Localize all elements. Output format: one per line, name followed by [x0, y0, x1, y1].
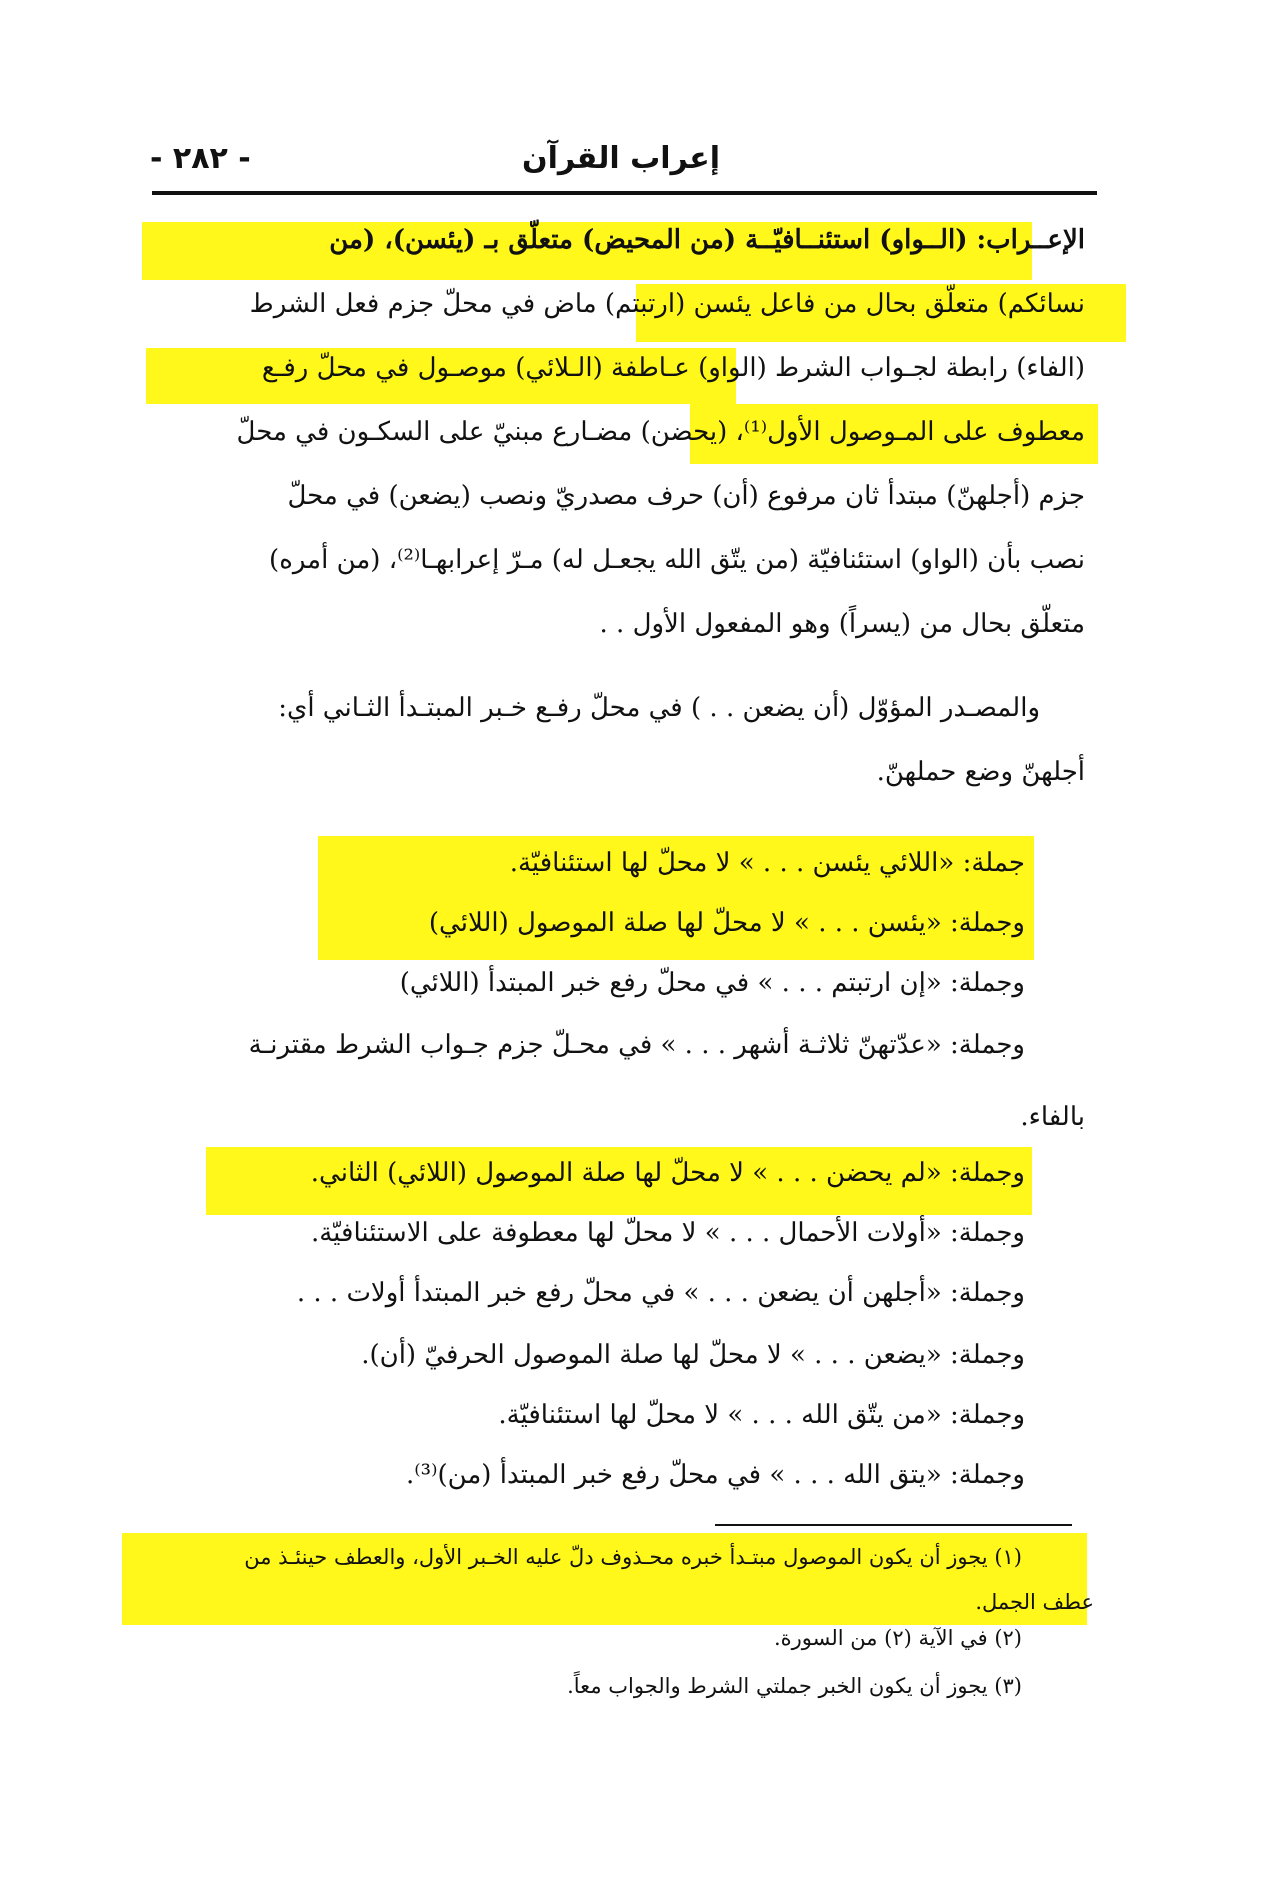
- footnote-rule: [715, 1524, 1072, 1526]
- footnote-2: (٢) في الآية (٢) من السورة.: [773, 1626, 1022, 1650]
- footnote-1: (١) يجوز أن يكون الموصول مبتـدأ خبره محـذوف دلّ عليه الخـبر الأول، والعطف حينئـذ من: [244, 1545, 1022, 1569]
- text-line: متعلّق بحال من (يسراً) وهو المفعول الأول . .: [599, 609, 1085, 639]
- page-number: - ٢٨٢ -: [150, 141, 251, 176]
- text-line: نصب بأن (الواو) استئنافيّة (من يتّق الله يجعـل له) مـرّ إعرابهـا⁽²⁾، (من أمره): [269, 545, 1085, 575]
- list-item: وجملة: «يضعن . . . » لا محلّ لها صلة الموصول الحرفيّ (أن).: [361, 1340, 1025, 1370]
- header-rule: [152, 191, 1097, 195]
- list-item: وجملة: «عدّتهنّ ثلاثـة أشهر . . . » في محـلّ جزم جـواب الشرط مقترنـة: [248, 1030, 1025, 1060]
- text-line: معطوف على المـوصول الأول⁽¹⁾، (يحضن) مضـارع مبنيّ على السكـون في محلّ: [236, 417, 1085, 447]
- text-line: نسائكم) متعلّق بحال من فاعل يئسن (ارتبتم) ماض في محلّ جزم فعل الشرط: [249, 289, 1085, 319]
- list-item: وجملة: «أولات الأحمال . . . » لا محلّ لها معطوفة على الاستئنافيّة.: [310, 1218, 1025, 1248]
- list-item: جملة: «اللائي يئسن . . . » لا محلّ لها استئنافيّة.: [509, 848, 1025, 878]
- list-item: وجملة: «إن ارتبتم . . . » في محلّ رفع خبر المبتدأ (اللائي): [399, 968, 1025, 998]
- text-line: أجلهنّ وضع حملهنّ.: [876, 757, 1085, 787]
- page-header: [150, 135, 1080, 185]
- text-line: جزم (أجلهنّ) مبتدأ ثان مرفوع (أن) حرف مصدريّ ونصب (يضعن) في محلّ: [287, 481, 1085, 511]
- list-item: وجملة: «يتق الله . . . » في محلّ رفع خبر المبتدأ (من)⁽³⁾.: [405, 1460, 1025, 1490]
- text-line: والمصـدر المؤوّل (أن يضعن . . ) في محلّ رفـع خـبر المبتـدأ الثـاني أي:: [278, 693, 1040, 723]
- list-item: وجملة: «أجلهن أن يضعن . . . » في محلّ رفع خبر المبتدأ أولات . . .: [296, 1278, 1025, 1308]
- list-item: وجملة: «من يتّق الله . . . » لا محلّ لها استئنافيّة.: [498, 1400, 1025, 1430]
- book-title: إعراب القرآن: [521, 141, 720, 176]
- footnote-3: (٣) يجوز أن يكون الخبر جملتي الشرط والجواب معاً.: [567, 1674, 1022, 1698]
- footnote-1-cont: عطف الجمل.: [975, 1590, 1094, 1614]
- list-item: وجملة: «لم يحضن . . . » لا محلّ لها صلة الموصول (اللائي) الثاني.: [310, 1158, 1025, 1188]
- list-item: بالفاء.: [1020, 1102, 1085, 1132]
- list-item: وجملة: «يئسن . . . » لا محلّ لها صلة الموصول (اللائي): [428, 908, 1025, 938]
- text-line: (الفاء) رابطة لجـواب الشرط (الواو) عـاطفة (الـلائي) موصـول في محلّ رفـع: [261, 353, 1085, 383]
- text-line: الإعــراب: (الــواو) استئنــافيّــة (من المحيض) متعلّق بـ (يئسن)، (من: [329, 225, 1085, 255]
